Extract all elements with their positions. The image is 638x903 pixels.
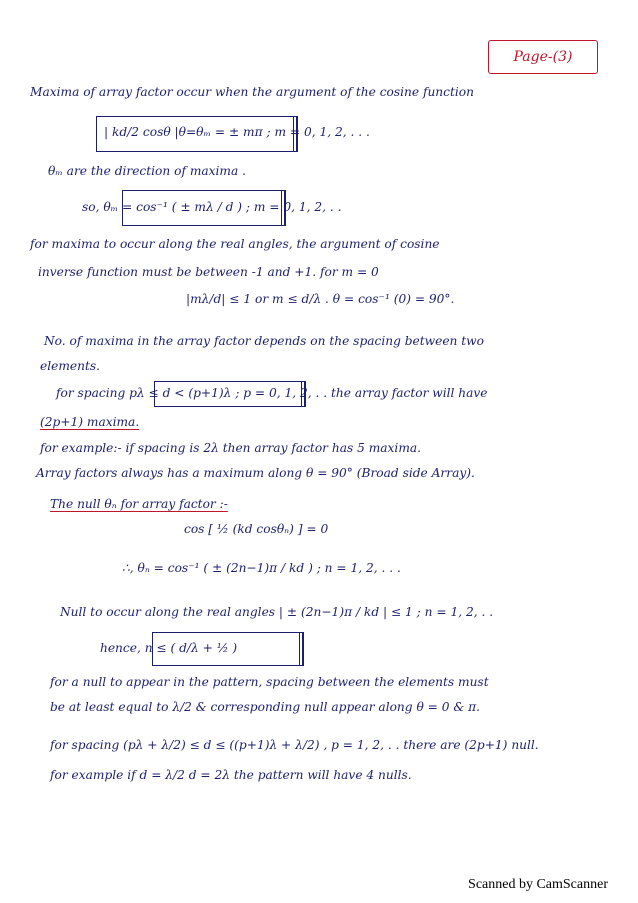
null-count-equation: hence, n ≤ ( d/λ + ½ ) (100, 641, 238, 655)
text-line-broadside: Array factors always has a maximum along θ = 90° (Broad side Array). (36, 466, 475, 480)
text-line-2p1-maxima: (2p+1) maxima. (40, 415, 140, 429)
scanner-watermark: Scanned by CamScanner (468, 877, 608, 892)
text-line-null-appear: for a null to appear in the pattern, spacing between the elements must (50, 675, 489, 689)
text-line-null-example: for example if d = λ/2 d = 2λ the pattern will have 4 nulls. (50, 768, 412, 782)
maxima-condition-equation: | kd/2 cosθ |θ=θₘ = ± mπ ; m = 0, 1, 2, . . . (104, 125, 370, 139)
text-line-null-real-angles: Null to occur along the real angles | ± (2n−1)π / kd | ≤ 1 ; n = 1, 2, . . (60, 605, 494, 619)
text-line-example-maxima: for example:- if spacing is 2λ then array factor has 5 maxima. (40, 441, 422, 455)
page-label: Page-(3) (488, 40, 598, 74)
text-line-null-spacing: for spacing (pλ + λ/2) ≤ d ≤ ((p+1)λ + λ/2) , p = 1, 2, . . there are (2p+1) null. (50, 738, 539, 752)
text-line-maxima-intro: Maxima of array factor occur when the argument of the cosine function (30, 85, 474, 99)
text-line-null-heading: The null θₙ for array factor :- (50, 497, 228, 511)
null-condition-equation: cos [ ½ (kd cosθₙ) ] = 0 (184, 522, 329, 536)
text-line-spacing-condition: for spacing pλ ≤ d < (p+1)λ ; p = 0, 1, 2, . . the array factor will have (56, 386, 488, 400)
maxima-angle-equation: so, θₘ = cos⁻¹ ( ± mλ / d ) ; m = 0, 1, 2, . . (82, 200, 342, 214)
maxima-bound-equation: |mλ/d| ≤ 1 or m ≤ d/λ . θ = cos⁻¹ (0) = 90°. (186, 292, 455, 306)
text-line-number-of-maxima: No. of maxima in the array factor depends on the spacing between two (44, 334, 484, 348)
null-angle-equation: ∴, θₙ = cos⁻¹ ( ± (2n−1)π / kd ) ; n = 1, 2, . . . (122, 561, 401, 575)
text-line-maxima-direction: θₘ are the direction of maxima . (48, 164, 247, 178)
text-line-inverse-function: inverse function must be between -1 and +1. for m = 0 (38, 265, 379, 279)
text-line-real-angles: for maxima to occur along the real angles, the argument of cosine (30, 237, 440, 251)
text-line-elements: elements. (40, 359, 100, 373)
text-line-half-wavelength: be at least equal to λ/2 & corresponding null appear along θ = 0 & π. (50, 700, 480, 714)
